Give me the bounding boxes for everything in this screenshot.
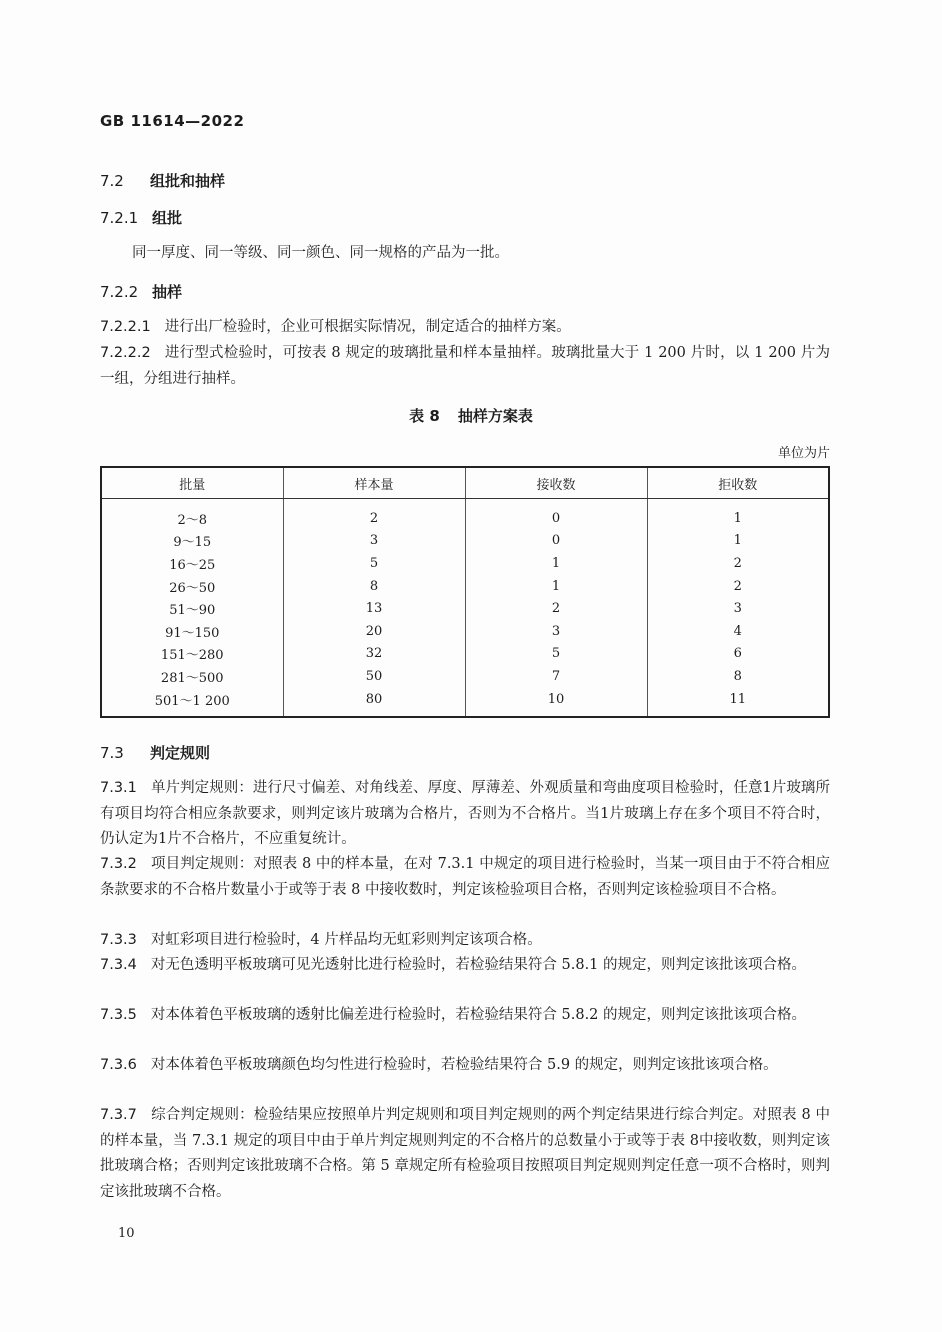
table-cell: 80 xyxy=(283,688,465,718)
clause-text: 进行出厂检验时，企业可根据实际情况，制定适合的抽样方案。 xyxy=(164,319,571,335)
table-cell: 11 xyxy=(647,688,829,718)
table-title: 抽样方案表 xyxy=(457,407,533,425)
table-cell: 5 xyxy=(465,643,647,666)
table-row xyxy=(101,665,829,688)
clause-text: 对无色透明平板玻璃可见光透射比进行检验时，若检验结果符合 5.8.1 的规定，则判定该批该项合格。 xyxy=(150,957,807,973)
section-7-2-2-heading xyxy=(100,281,182,302)
section-number: 7.2.2 xyxy=(100,283,139,301)
section-title: 组批和抽样 xyxy=(150,172,226,190)
clause-number: 7.3.4 xyxy=(100,957,137,973)
table-header-row xyxy=(101,467,829,499)
table-cell: 2 xyxy=(647,552,829,575)
clause-number: 7.2.2.1 xyxy=(100,319,151,335)
clause-text: 进行型式检验时，可按表 8 规定的玻璃批量和样本量抽样。玻璃批量大于 1 200 片时，以 1 200 片为一组，分组进行抽样。 xyxy=(100,345,830,387)
table-cell: 3 xyxy=(465,620,647,643)
table-cell: 7 xyxy=(465,665,647,688)
standard-number: GB 11614—2022 xyxy=(100,112,245,130)
table-cell: 2 xyxy=(283,499,465,530)
section-title: 判定规则 xyxy=(150,744,211,762)
table-cell: 6 xyxy=(647,643,829,666)
table-cell: 50 xyxy=(283,665,465,688)
table-cell: 0 xyxy=(465,530,647,553)
clause-text: 对本体着色平板玻璃的透射比偏差进行检验时，若检验结果符合 5.8.2 的规定，则判定该批该项合格。 xyxy=(150,1007,807,1023)
clause-number: 7.3.5 xyxy=(100,1007,137,1023)
clause-7-3-5 xyxy=(100,1003,830,1029)
clause-number: 7.2.2.2 xyxy=(100,345,151,361)
section-title: 抽样 xyxy=(152,283,183,301)
table-cell: 3 xyxy=(283,530,465,553)
clause-text: 对虹彩项目进行检验时，4 片样品均无虹彩则判定该项合格。 xyxy=(150,932,542,948)
table-cell: 281～500 xyxy=(160,670,224,686)
table-caption xyxy=(0,405,942,426)
clause-7-3-6 xyxy=(100,1053,830,1079)
table-row xyxy=(101,620,829,643)
table-row xyxy=(101,643,829,666)
column-header-batch: 批量 xyxy=(101,467,283,499)
table-cell: 501～1 200 xyxy=(154,693,230,709)
clause-text: 综合判定规则：检验结果应按照单片判定规则和项目判定规则的两个判定结果进行综合判定。对照表 8 中的样本量，当 7.3.1 规定的项目中由于单片判定规则判定的不合格片的总数量小于或等于表 8中接收数，则判定该批玻璃合格；否则判定该批玻璃不合格。第 5 章规定所有检验项目按照项目判定规则判定任意一项不合格时，则判定该批玻璃不合格。 xyxy=(100,1107,830,1200)
table-cell: 51～90 xyxy=(169,603,216,619)
clause-7-2-2-2 xyxy=(100,341,830,392)
table-unit: 单位为片 xyxy=(777,446,830,461)
clause-7-3-1 xyxy=(100,776,830,853)
clause-7-2-2-1 xyxy=(100,315,830,341)
table-row xyxy=(101,688,829,718)
table-cell: 8 xyxy=(647,665,829,688)
table-row xyxy=(101,575,829,598)
table-label: 表 8 xyxy=(409,407,440,425)
table-row xyxy=(101,552,829,575)
table-cell: 9～15 xyxy=(173,535,212,551)
section-7-2-heading xyxy=(100,170,225,191)
table-cell: 1 xyxy=(647,530,829,553)
clause-text: 项目判定规则：对照表 8 中的样本量，在对 7.3.1 中规定的项目进行检验时，当某一项目由于不符合相应条款要求的不合格片数量小于或等于表 8 中接收数时，判定该检验项目合格，否则判定该检验项目不合格。 xyxy=(100,856,830,898)
table-cell: 151～280 xyxy=(160,648,224,664)
clause-number: 7.3.7 xyxy=(100,1107,137,1123)
clause-number: 7.3.2 xyxy=(100,856,137,872)
clause-7-3-7 xyxy=(100,1103,830,1205)
table-cell: 1 xyxy=(465,575,647,598)
table-cell: 1 xyxy=(647,499,829,530)
table-cell: 16～25 xyxy=(169,557,216,573)
section-number: 7.2 xyxy=(100,172,124,190)
table-cell: 5 xyxy=(283,552,465,575)
page-number: 10 xyxy=(118,1226,135,1241)
column-header-reject: 拒收数 xyxy=(647,467,829,499)
column-header-accept: 接收数 xyxy=(465,467,647,499)
section-7-3-heading xyxy=(100,742,210,763)
column-header-sample-size: 样本量 xyxy=(283,467,465,499)
table-cell: 10 xyxy=(465,688,647,718)
table-cell: 20 xyxy=(283,620,465,643)
clause-text: 对本体着色平板玻璃颜色均匀性进行检验时，若检验结果符合 5.9 的规定，则判定该批该项合格。 xyxy=(150,1057,778,1073)
table-cell: 3 xyxy=(647,597,829,620)
table-row xyxy=(101,530,829,553)
table-cell: 13 xyxy=(283,597,465,620)
section-number: 7.3 xyxy=(100,744,124,762)
section-title: 组批 xyxy=(152,209,183,227)
section-7-2-1-text: 同一厚度、同一等级、同一颜色、同一规格的产品为一批。 xyxy=(132,245,509,261)
section-number: 7.2.1 xyxy=(100,209,139,227)
table-cell: 26～50 xyxy=(169,580,216,596)
clause-7-3-2 xyxy=(100,852,830,903)
table-cell: 4 xyxy=(647,620,829,643)
table-cell: 2 xyxy=(465,597,647,620)
sampling-plan-table xyxy=(100,466,830,718)
clause-number: 7.3.6 xyxy=(100,1057,137,1073)
clause-number: 7.3.1 xyxy=(100,780,137,796)
table-row xyxy=(101,499,829,530)
table-cell: 0 xyxy=(465,499,647,530)
table-cell: 1 xyxy=(465,552,647,575)
table-cell: 2 xyxy=(647,575,829,598)
clause-7-3-3 xyxy=(100,928,830,954)
table-cell: 32 xyxy=(283,643,465,666)
table-row xyxy=(101,597,829,620)
clause-number: 7.3.3 xyxy=(100,932,137,948)
table-cell: 2～8 xyxy=(177,512,208,528)
table-cell: 8 xyxy=(283,575,465,598)
clause-text: 单片判定规则：进行尺寸偏差、对角线差、厚度、厚薄差、外观质量和弯曲度项目检验时，任意1片玻璃所有项目均符合相应条款要求，则判定该片玻璃为合格片，否则为不合格片。当1片玻璃上存在多个项目不符合时，仍认定为1片不合格片，不应重复统计。 xyxy=(100,780,830,847)
table-cell: 91～150 xyxy=(165,625,220,641)
clause-7-3-4 xyxy=(100,953,830,979)
section-7-2-1-heading xyxy=(100,207,182,228)
